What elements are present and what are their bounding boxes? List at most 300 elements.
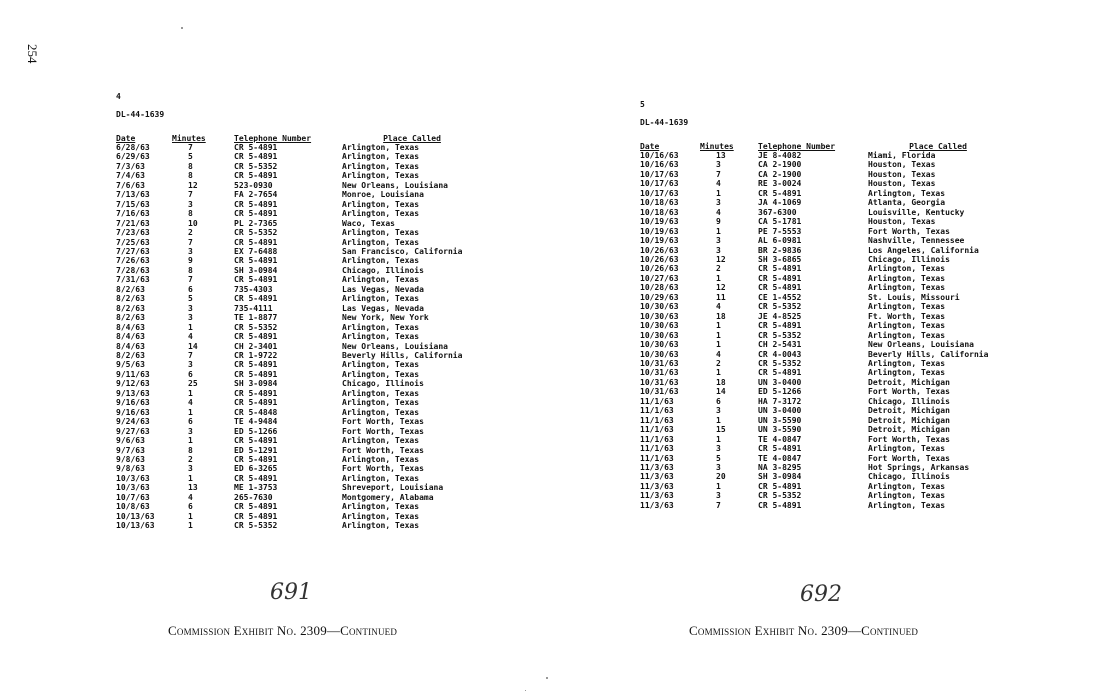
table-row bbox=[116, 417, 506, 426]
row-place: Chicago, Illinois bbox=[868, 254, 950, 264]
table-row bbox=[640, 198, 1040, 207]
row-minutes: 3 bbox=[188, 426, 193, 436]
exhibit-caption: Commission Exhibit No. 2309—Continued bbox=[168, 623, 398, 638]
row-minutes: 1 bbox=[716, 273, 721, 283]
row-date: 8/2/63 bbox=[116, 294, 145, 304]
row-minutes: 4 bbox=[716, 207, 721, 217]
row-date: 10/31/63 bbox=[640, 358, 679, 368]
sheet-number: 4 bbox=[116, 92, 121, 101]
row-telephone: CR 4-0043 bbox=[758, 349, 802, 359]
row-place: Arlington, Texas bbox=[342, 436, 420, 446]
row-date: 7/3/63 bbox=[116, 161, 145, 171]
row-date: 7/25/63 bbox=[116, 237, 150, 247]
row-date: 11/3/63 bbox=[640, 500, 674, 510]
row-telephone: CR 5-4891 bbox=[234, 152, 278, 162]
table-row bbox=[116, 323, 506, 332]
table-row bbox=[116, 247, 506, 256]
table-row bbox=[116, 294, 506, 303]
row-minutes: 3 bbox=[716, 444, 721, 454]
table-row bbox=[640, 160, 1040, 169]
row-place: Las Vegas, Nevada bbox=[342, 284, 424, 294]
row-minutes: 7 bbox=[716, 500, 721, 510]
row-minutes: 8 bbox=[188, 161, 193, 171]
table-row bbox=[640, 312, 1040, 321]
row-minutes: 8 bbox=[188, 265, 193, 275]
file-number: DL-44-1639 bbox=[116, 110, 165, 119]
header-telephone: Telephone Number bbox=[758, 142, 836, 151]
table-row bbox=[116, 436, 506, 445]
row-date: 10/16/63 bbox=[640, 160, 679, 170]
row-minutes: 9 bbox=[716, 217, 721, 227]
row-minutes: 7 bbox=[188, 237, 193, 247]
row-minutes: 7 bbox=[188, 275, 193, 285]
row-minutes: 4 bbox=[188, 492, 193, 502]
row-place: New York, New York bbox=[342, 313, 429, 323]
row-place: Detroit, Michigan bbox=[868, 406, 950, 416]
row-date: 10/28/63 bbox=[640, 283, 679, 293]
row-place: Arlington, Texas bbox=[868, 358, 946, 368]
row-place: Hot Springs, Arkansas bbox=[868, 462, 970, 472]
row-date: 9/8/63 bbox=[116, 454, 145, 464]
row-place: Beverly Hills, California bbox=[342, 350, 463, 360]
scan-speck bbox=[181, 27, 183, 29]
call-table bbox=[640, 151, 1040, 510]
row-place: Arlington, Texas bbox=[342, 473, 420, 483]
row-minutes: 8 bbox=[188, 445, 193, 455]
file-number: DL-44-1639 bbox=[640, 118, 689, 127]
row-place: Fort Worth, Texas bbox=[342, 445, 424, 455]
row-telephone: CR 5-5352 bbox=[758, 491, 802, 501]
table-row bbox=[116, 398, 506, 407]
row-telephone: CR 5-4891 bbox=[758, 321, 802, 331]
row-telephone: CR 5-4891 bbox=[758, 264, 802, 274]
table-row bbox=[640, 359, 1040, 368]
table-row bbox=[116, 143, 506, 152]
row-telephone: CR 5-4891 bbox=[758, 188, 802, 198]
row-place: Arlington, Texas bbox=[342, 398, 420, 408]
row-place: Arlington, Texas bbox=[342, 199, 420, 209]
table-row bbox=[640, 293, 1040, 302]
row-minutes: 1 bbox=[188, 521, 193, 531]
row-minutes: 3 bbox=[716, 236, 721, 246]
row-telephone: CR 5-4891 bbox=[234, 171, 278, 181]
row-date: 10/13/63 bbox=[116, 521, 155, 531]
row-telephone: TE 1-8877 bbox=[234, 313, 278, 323]
row-place: Arlington, Texas bbox=[342, 502, 420, 512]
row-minutes: 10 bbox=[188, 218, 198, 228]
row-minutes: 13 bbox=[188, 483, 198, 493]
row-minutes: 3 bbox=[716, 198, 721, 208]
row-place: Ft. Worth, Texas bbox=[868, 311, 946, 321]
row-minutes: 3 bbox=[188, 464, 193, 474]
table-row bbox=[116, 209, 506, 218]
row-telephone: CA 2-1900 bbox=[758, 160, 802, 170]
row-minutes: 12 bbox=[188, 180, 198, 190]
row-telephone: CR 5-4891 bbox=[234, 511, 278, 521]
row-place: Fort Worth, Texas bbox=[868, 387, 950, 397]
table-row bbox=[116, 162, 506, 171]
row-place: Arlington, Texas bbox=[868, 491, 946, 501]
row-telephone: CR 5-4891 bbox=[234, 436, 278, 446]
row-telephone: CR 5-4891 bbox=[234, 332, 278, 342]
header-date: Date bbox=[116, 134, 136, 143]
handwritten-page-number: 691 bbox=[270, 580, 312, 605]
row-date: 10/19/63 bbox=[640, 217, 679, 227]
table-row bbox=[640, 208, 1040, 217]
table-row bbox=[640, 236, 1040, 245]
row-telephone: ME 1-3753 bbox=[234, 483, 278, 493]
table-row bbox=[116, 389, 506, 398]
table-row bbox=[640, 425, 1040, 434]
table-row bbox=[640, 378, 1040, 387]
table-row bbox=[116, 474, 506, 483]
table-row bbox=[116, 427, 506, 436]
row-minutes: 7 bbox=[188, 143, 193, 152]
row-telephone: CR 5-4891 bbox=[234, 294, 278, 304]
row-telephone: SH 3-0984 bbox=[234, 265, 278, 275]
row-place: Waco, Texas bbox=[342, 218, 395, 228]
row-place: Las Vegas, Nevada bbox=[342, 303, 424, 313]
row-date: 9/16/63 bbox=[116, 407, 150, 417]
row-date: 10/17/63 bbox=[640, 188, 679, 198]
row-telephone: CR 5-4891 bbox=[758, 481, 802, 491]
row-telephone: CA 5-1781 bbox=[758, 217, 802, 227]
table-row bbox=[640, 472, 1040, 481]
row-place: Fort Worth, Texas bbox=[868, 226, 950, 236]
row-minutes: 3 bbox=[716, 491, 721, 501]
row-place: Arlington, Texas bbox=[342, 360, 420, 370]
row-date: 11/1/63 bbox=[640, 434, 674, 444]
row-place: Arlington, Texas bbox=[342, 322, 420, 332]
row-minutes: 7 bbox=[188, 190, 193, 200]
row-telephone: HA 7-3172 bbox=[758, 396, 802, 406]
row-place: St. Louis, Missouri bbox=[868, 292, 960, 302]
row-telephone: UN 3-0400 bbox=[758, 406, 802, 416]
row-place: Arlington, Texas bbox=[342, 152, 420, 162]
table-row bbox=[116, 360, 506, 369]
header-date: Date bbox=[640, 142, 660, 151]
row-telephone: ED 6-3265 bbox=[234, 464, 278, 474]
row-telephone: CR 5-4891 bbox=[234, 360, 278, 370]
row-telephone: RE 3-0024 bbox=[758, 179, 802, 189]
row-minutes: 5 bbox=[188, 294, 193, 304]
table-row bbox=[640, 151, 1040, 160]
row-minutes: 7 bbox=[716, 169, 721, 179]
row-date: 9/12/63 bbox=[116, 379, 150, 389]
row-telephone: CR 5-5352 bbox=[234, 228, 278, 238]
table-row bbox=[640, 340, 1040, 349]
row-minutes: 3 bbox=[188, 303, 193, 313]
row-minutes: 3 bbox=[716, 462, 721, 472]
row-telephone: FA 2-7654 bbox=[234, 190, 278, 200]
row-place: Arlington, Texas bbox=[342, 209, 420, 219]
row-place: Arlington, Texas bbox=[868, 481, 946, 491]
row-minutes: 1 bbox=[188, 322, 193, 332]
row-minutes: 1 bbox=[716, 415, 721, 425]
row-place: Arlington, Texas bbox=[342, 143, 420, 152]
call-table bbox=[116, 143, 506, 531]
table-row bbox=[640, 321, 1040, 330]
row-date: 9/27/63 bbox=[116, 426, 150, 436]
row-place: Fort Worth, Texas bbox=[868, 434, 950, 444]
row-date: 10/31/63 bbox=[640, 368, 679, 378]
scan-speck bbox=[546, 677, 548, 679]
row-minutes: 1 bbox=[188, 473, 193, 483]
row-date: 9/8/63 bbox=[116, 464, 145, 474]
row-minutes: 4 bbox=[716, 302, 721, 312]
row-minutes: 3 bbox=[188, 199, 193, 209]
row-minutes: 1 bbox=[188, 436, 193, 446]
row-date: 8/2/63 bbox=[116, 284, 145, 294]
row-date: 8/4/63 bbox=[116, 332, 145, 342]
row-place: Chicago, Illinois bbox=[868, 472, 950, 482]
row-date: 8/4/63 bbox=[116, 341, 145, 351]
row-telephone: AL 6-0981 bbox=[758, 236, 802, 246]
row-telephone: SH 3-0984 bbox=[758, 472, 802, 482]
row-telephone: UN 3-0400 bbox=[758, 377, 802, 387]
row-minutes: 4 bbox=[188, 332, 193, 342]
row-telephone: CR 5-4891 bbox=[234, 502, 278, 512]
row-minutes: 2 bbox=[188, 454, 193, 464]
row-minutes: 1 bbox=[716, 481, 721, 491]
table-row bbox=[116, 190, 506, 199]
table-row bbox=[116, 464, 506, 473]
row-place: Detroit, Michigan bbox=[868, 415, 950, 425]
row-place: Arlington, Texas bbox=[342, 171, 420, 181]
row-telephone: CR 1-9722 bbox=[234, 350, 278, 360]
table-row bbox=[640, 387, 1040, 396]
row-minutes: 1 bbox=[716, 434, 721, 444]
row-telephone: CR 5-4891 bbox=[234, 454, 278, 464]
row-telephone: CR 5-5352 bbox=[234, 322, 278, 332]
row-minutes: 1 bbox=[188, 388, 193, 398]
row-telephone: 735-4111 bbox=[234, 303, 273, 313]
row-date: 10/30/63 bbox=[640, 349, 679, 359]
row-date: 10/7/63 bbox=[116, 492, 150, 502]
row-place: Arlington, Texas bbox=[868, 302, 946, 312]
row-place: Arlington, Texas bbox=[342, 521, 420, 531]
row-place: Arlington, Texas bbox=[868, 283, 946, 293]
row-minutes: 7 bbox=[188, 350, 193, 360]
row-minutes: 1 bbox=[716, 340, 721, 350]
table-row bbox=[116, 256, 506, 265]
table-row bbox=[640, 302, 1040, 311]
row-place: Chicago, Illinois bbox=[342, 265, 424, 275]
table-row bbox=[116, 304, 506, 313]
row-telephone: ED 5-1266 bbox=[234, 426, 278, 436]
row-minutes: 1 bbox=[716, 226, 721, 236]
row-telephone: TE 4-0847 bbox=[758, 434, 802, 444]
table-row bbox=[116, 502, 506, 511]
row-telephone: CH 2-5431 bbox=[758, 340, 802, 350]
row-date: 10/26/63 bbox=[640, 254, 679, 264]
table-row bbox=[640, 189, 1040, 198]
row-place: Arlington, Texas bbox=[342, 237, 420, 247]
exhibit-caption: Commission Exhibit No. 2309—Continued bbox=[689, 623, 919, 638]
table-row bbox=[640, 491, 1040, 500]
row-place: Arlington, Texas bbox=[342, 454, 420, 464]
table-row bbox=[116, 275, 506, 284]
row-date: 9/11/63 bbox=[116, 369, 150, 379]
row-telephone: JE 8-4082 bbox=[758, 151, 802, 160]
table-row bbox=[640, 331, 1040, 340]
row-telephone: CR 5-4891 bbox=[234, 143, 278, 152]
table-row bbox=[116, 266, 506, 275]
row-telephone: CR 5-4848 bbox=[234, 407, 278, 417]
row-minutes: 1 bbox=[716, 368, 721, 378]
table-row bbox=[640, 482, 1040, 491]
row-date: 10/17/63 bbox=[640, 179, 679, 189]
row-date: 11/1/63 bbox=[640, 425, 674, 435]
row-telephone: ED 5-1266 bbox=[758, 387, 802, 397]
left-page bbox=[116, 92, 506, 531]
row-telephone: 523-0930 bbox=[234, 180, 273, 190]
row-date: 10/26/63 bbox=[640, 264, 679, 274]
table-row bbox=[640, 350, 1040, 359]
row-telephone: CH 2-3401 bbox=[234, 341, 278, 351]
row-telephone: CR 5-4891 bbox=[758, 368, 802, 378]
header-place: Place Called bbox=[909, 142, 967, 151]
row-minutes: 11 bbox=[716, 292, 726, 302]
row-minutes: 2 bbox=[188, 228, 193, 238]
row-telephone: CR 5-5352 bbox=[234, 521, 278, 531]
row-telephone: CR 5-4891 bbox=[758, 444, 802, 454]
row-date: 10/30/63 bbox=[640, 330, 679, 340]
header-minutes: Minutes bbox=[172, 134, 206, 143]
row-place: Arlington, Texas bbox=[868, 330, 946, 340]
row-place: Arlington, Texas bbox=[868, 444, 946, 454]
row-date: 10/18/63 bbox=[640, 198, 679, 208]
row-place: Houston, Texas bbox=[868, 217, 936, 227]
row-place: Chicago, Illinois bbox=[868, 396, 950, 406]
table-row bbox=[116, 332, 506, 341]
row-place: Arlington, Texas bbox=[868, 368, 946, 378]
row-minutes: 3 bbox=[188, 360, 193, 370]
row-date: 11/1/63 bbox=[640, 396, 674, 406]
row-date: 10/13/63 bbox=[116, 511, 155, 521]
row-date: 11/1/63 bbox=[640, 444, 674, 454]
row-minutes: 6 bbox=[188, 284, 193, 294]
row-date: 8/2/63 bbox=[116, 303, 145, 313]
row-date: 10/30/63 bbox=[640, 302, 679, 312]
table-row bbox=[116, 351, 506, 360]
table-row bbox=[640, 463, 1040, 472]
row-place: Fort Worth, Texas bbox=[342, 426, 424, 436]
row-place: Beverly Hills, California bbox=[868, 349, 989, 359]
table-row bbox=[116, 181, 506, 190]
table-row bbox=[116, 171, 506, 180]
row-minutes: 18 bbox=[716, 311, 726, 321]
row-place: Detroit, Michigan bbox=[868, 377, 950, 387]
row-minutes: 8 bbox=[188, 171, 193, 181]
row-telephone: PE 7-5553 bbox=[758, 226, 802, 236]
row-date: 10/8/63 bbox=[116, 502, 150, 512]
row-telephone: CR 5-4891 bbox=[234, 209, 278, 219]
row-date: 7/31/63 bbox=[116, 275, 150, 285]
row-date: 7/6/63 bbox=[116, 180, 145, 190]
row-date: 7/23/63 bbox=[116, 228, 150, 238]
table-row bbox=[640, 444, 1040, 453]
row-place: Arlington, Texas bbox=[342, 275, 420, 285]
table-row bbox=[116, 238, 506, 247]
row-date: 11/1/63 bbox=[640, 453, 674, 463]
row-place: Arlington, Texas bbox=[868, 264, 946, 274]
header-place: Place Called bbox=[383, 134, 441, 143]
row-minutes: 1 bbox=[716, 188, 721, 198]
row-minutes: 9 bbox=[188, 256, 193, 266]
row-date: 11/1/63 bbox=[640, 406, 674, 416]
row-date: 10/19/63 bbox=[640, 226, 679, 236]
row-place: Houston, Texas bbox=[868, 160, 936, 170]
table-row bbox=[116, 370, 506, 379]
row-place: Arlington, Texas bbox=[868, 273, 946, 283]
table-row bbox=[640, 217, 1040, 226]
row-place: Fort Worth, Texas bbox=[342, 464, 424, 474]
table-row bbox=[116, 521, 506, 530]
row-telephone: CR 5-4891 bbox=[758, 283, 802, 293]
row-place: New Orleans, Louisiana bbox=[342, 341, 448, 351]
table-row bbox=[116, 228, 506, 237]
row-date: 8/2/63 bbox=[116, 350, 145, 360]
row-minutes: 12 bbox=[716, 254, 726, 264]
row-minutes: 15 bbox=[716, 425, 726, 435]
row-minutes: 6 bbox=[188, 502, 193, 512]
row-telephone: SH 3-0984 bbox=[234, 379, 278, 389]
row-telephone: CR 5-5352 bbox=[758, 330, 802, 340]
table-row bbox=[116, 455, 506, 464]
row-place: Arlington, Texas bbox=[342, 369, 420, 379]
row-place: Arlington, Texas bbox=[342, 228, 420, 238]
row-place: Detroit, Michigan bbox=[868, 425, 950, 435]
row-telephone: PL 2-7365 bbox=[234, 218, 278, 228]
table-row bbox=[640, 397, 1040, 406]
row-telephone: CR 5-5352 bbox=[234, 161, 278, 171]
row-telephone: 265-7630 bbox=[234, 492, 273, 502]
row-minutes: 1 bbox=[188, 511, 193, 521]
row-place: Los Angeles, California bbox=[868, 245, 979, 255]
row-place: New Orleans, Louisiana bbox=[868, 340, 974, 350]
row-date: 10/30/63 bbox=[640, 340, 679, 350]
row-minutes: 2 bbox=[716, 358, 721, 368]
row-telephone: SH 3-6865 bbox=[758, 254, 802, 264]
handwritten-page-number: 692 bbox=[800, 582, 842, 607]
row-minutes: 1 bbox=[188, 407, 193, 417]
row-date: 9/16/63 bbox=[116, 398, 150, 408]
table-row bbox=[116, 483, 506, 492]
row-place: Arlington, Texas bbox=[342, 407, 420, 417]
row-minutes: 1 bbox=[716, 321, 721, 331]
row-date: 9/7/63 bbox=[116, 445, 145, 455]
row-place: Miami, Florida bbox=[868, 151, 936, 160]
row-place: Montgomery, Alabama bbox=[342, 492, 434, 502]
row-date: 10/30/63 bbox=[640, 321, 679, 331]
row-minutes: 1 bbox=[716, 330, 721, 340]
row-date: 11/3/63 bbox=[640, 491, 674, 501]
table-row bbox=[640, 406, 1040, 415]
column-headers bbox=[640, 142, 1040, 151]
row-date: 11/3/63 bbox=[640, 472, 674, 482]
row-date: 10/3/63 bbox=[116, 473, 150, 483]
table-row bbox=[640, 501, 1040, 510]
row-telephone: CR 5-4891 bbox=[234, 388, 278, 398]
table-row bbox=[640, 283, 1040, 292]
row-place: Nashville, Tennessee bbox=[868, 236, 965, 246]
row-date: 10/31/63 bbox=[640, 377, 679, 387]
table-row bbox=[116, 512, 506, 521]
row-date: 11/3/63 bbox=[640, 481, 674, 491]
row-place: Monroe, Louisiana bbox=[342, 190, 424, 200]
row-telephone: CR 5-4891 bbox=[758, 273, 802, 283]
